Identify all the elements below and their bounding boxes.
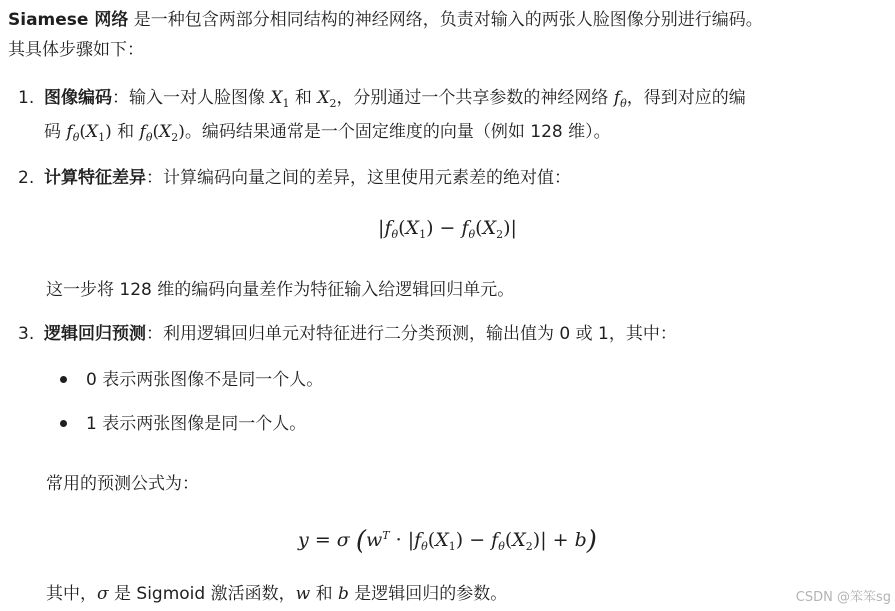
math-paren-close: ): [178, 122, 185, 142]
math-f-theta: [614, 88, 627, 108]
step-2-text-1: ：计算编码向量之间的差异，这里使用元素差的绝对值：: [146, 168, 571, 188]
math-sub-1: 1: [448, 540, 456, 553]
math-sigma: σ: [336, 529, 350, 551]
math-theta: θ: [620, 97, 627, 110]
prediction-formula: [0, 524, 895, 559]
step-1-and-2: 和: [111, 122, 140, 142]
math-x: X: [317, 88, 330, 108]
math-big-paren-open: (: [355, 526, 366, 556]
math-bar: |: [378, 217, 385, 239]
math-paren-open: (: [475, 217, 483, 239]
step-1-line-1: [18, 86, 746, 116]
bullet-item-0: 0 表示两张图像不是同一个人。: [86, 370, 324, 390]
math-bar-plus: | +: [540, 529, 575, 551]
step-3-title: 逻辑回归预测: [44, 324, 146, 344]
math-f: f: [414, 529, 422, 551]
math-sub-1: 1: [282, 97, 290, 110]
math-bar: |: [510, 217, 517, 239]
math-minus: −: [433, 217, 462, 239]
math-x: X: [270, 88, 283, 108]
math-paren-close: ): [455, 529, 464, 551]
math-sub-2: 2: [171, 131, 179, 144]
math-sub-1: 1: [98, 131, 106, 144]
watermark: CSDN @笨笨sg: [795, 590, 891, 605]
math-sigma: σ: [97, 584, 109, 604]
math-paren-close: ): [532, 529, 541, 551]
math-b: b: [337, 584, 349, 604]
math-theta: θ: [421, 540, 428, 553]
step-1-number: 1.: [18, 88, 35, 108]
math-w: w: [365, 529, 383, 551]
step-3-footnote: [46, 582, 507, 606]
math-equals: =: [308, 529, 337, 551]
math-w: w: [295, 584, 311, 604]
math-y: y: [298, 529, 309, 551]
math-paren-open: (: [504, 529, 513, 551]
step-2-note: 这一步将 128 维的编码向量差作为特征输入给逻辑回归单元。: [46, 280, 515, 300]
math-f: f: [491, 529, 499, 551]
intro-line: [8, 8, 763, 32]
math-f: f: [461, 217, 469, 239]
math-dot-bar: · |: [389, 529, 415, 551]
math-minus: −: [463, 529, 492, 551]
step-1-and: 和: [289, 88, 318, 108]
step-3-text-1: ：利用逻辑回归单元对特征进行二分类预测，输出值为 0 或 1，其中：: [146, 324, 677, 344]
step-2-title: 计算特征差异: [44, 168, 146, 188]
step-1-title: 图像编码: [44, 88, 112, 108]
math-paren-open: (: [152, 122, 160, 142]
math-theta: θ: [391, 228, 399, 241]
math-paren-open: (: [427, 529, 436, 551]
math-x: X: [482, 217, 497, 239]
footnote-text-3: 和: [310, 584, 338, 604]
math-b: b: [574, 529, 587, 551]
step-3-number: 3.: [18, 324, 35, 344]
math-x: X: [159, 122, 172, 142]
math-x: X: [405, 217, 420, 239]
step-1-text-3: ，得到对应的编: [626, 88, 746, 108]
math-paren-close: ): [503, 217, 511, 239]
step-1-text-1: ：输入一对人脸图像: [112, 88, 271, 108]
step-2-number: 2.: [18, 168, 35, 188]
footnote-text-1: 其中，: [46, 584, 97, 604]
math-f-theta-x2: [140, 122, 185, 142]
math-theta: θ: [72, 131, 80, 144]
abs-diff-formula: [0, 216, 895, 247]
step-2-line-1: [18, 166, 571, 190]
math-transpose: T: [382, 529, 390, 542]
math-x2: [317, 88, 336, 108]
math-f: f: [66, 122, 73, 142]
formula-intro: 常用的预测公式为：: [46, 474, 199, 494]
math-theta: θ: [498, 540, 505, 553]
bullet-item-1: 1 表示两张图像是同一个人。: [86, 414, 307, 434]
math-x: X: [512, 529, 526, 551]
step-3-line-1: [18, 322, 677, 346]
math-paren-close: ): [426, 217, 434, 239]
bullet-dot: [60, 376, 67, 383]
math-sub-2: 2: [329, 97, 337, 110]
step-1-text-2: ，分别通过一个共享参数的神经网络: [336, 88, 614, 108]
math-theta: θ: [468, 228, 476, 241]
math-f: f: [613, 88, 621, 108]
step-1-text-5: 。编码结果通常是一个固定维度的向量（例如 128 维）。: [184, 122, 611, 142]
math-theta: θ: [145, 131, 153, 144]
step-1-line-2: [44, 120, 611, 150]
footnote-text-4: 是逻辑回归的参数。: [348, 584, 508, 604]
math-paren-open: (: [398, 217, 406, 239]
math-big-paren-close: ): [586, 526, 597, 556]
math-sub-2: 2: [525, 540, 533, 553]
math-paren-open: (: [79, 122, 86, 142]
intro-text-1: 是一种包含两部分相同结构的神经网络，负责对输入的两张人脸图像分别进行编码。: [128, 10, 763, 30]
math-f-theta-x1: [66, 122, 111, 142]
math-sub-2: 2: [496, 228, 504, 241]
math-sub-1: 1: [419, 228, 427, 241]
math-x: X: [85, 122, 99, 142]
bullet-dot: [60, 420, 67, 427]
math-f: f: [384, 217, 392, 239]
math-f: f: [139, 122, 146, 142]
math-x1: [270, 88, 289, 108]
step-1-text-4: 码: [44, 122, 67, 142]
footnote-text-2: 是 Sigmoid 激活函数，: [108, 584, 296, 604]
intro-line-2: 其具体步骤如下：: [8, 40, 144, 60]
intro-term: Siamese 网络: [8, 10, 129, 30]
math-paren-close: ): [105, 122, 112, 142]
math-x: X: [435, 529, 449, 551]
